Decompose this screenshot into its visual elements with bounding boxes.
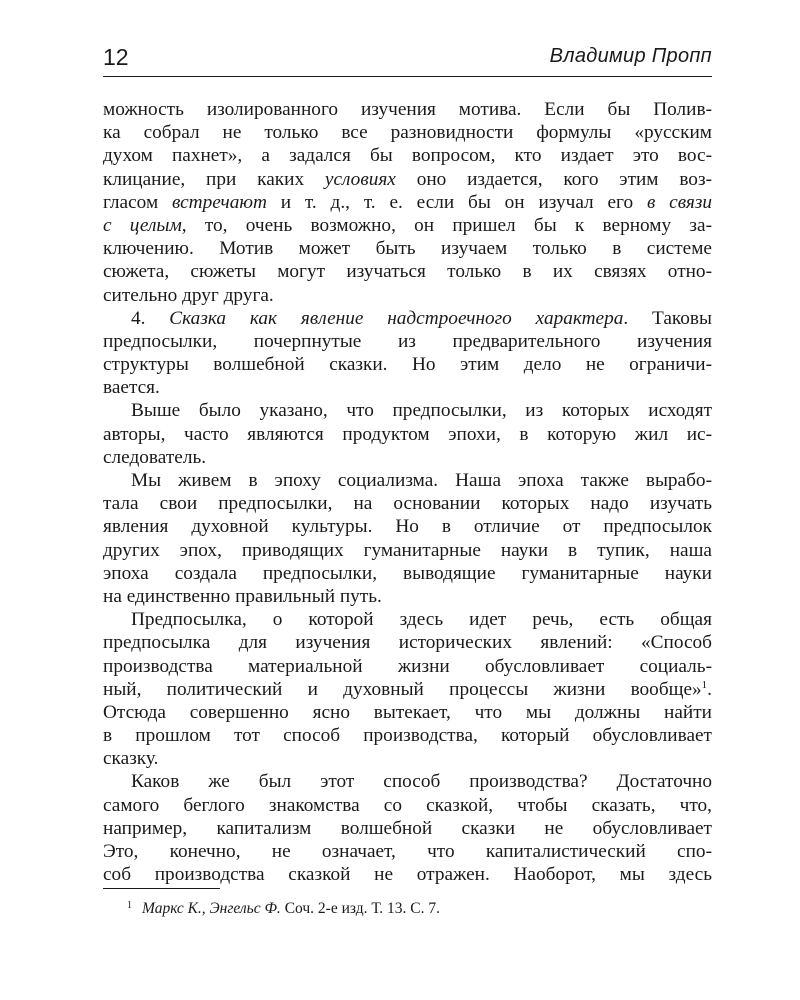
footnote-citation: Соч. 2-е изд. Т. 13. С. 7.: [280, 900, 440, 917]
text-line: предпосылки, почерпнутые из предварительного изучения: [103, 330, 712, 352]
text-line: явления духовной культуры. Но в отличие от предпосылок: [103, 516, 712, 538]
text-line: Это, конечно, не означает, что капиталистический спо-: [103, 841, 712, 862]
text-line: авторы, часто являются продуктом эпохи, в которую жил ис-: [103, 423, 712, 445]
footnote: [127, 900, 712, 918]
text-line: на единственно правильный путь.: [103, 585, 382, 607]
text-line: Каков же был этот способ производства? Достаточно: [131, 771, 712, 793]
section-title: Сказка как явление надстроечного характера: [169, 307, 624, 329]
text-line: вается.: [103, 377, 160, 399]
text-line: ный, политический и духовный процессы жизни вообще»$^1$.: [103, 678, 712, 700]
text-line: структуры волшебной сказки. Но этим дело не ограничи-: [103, 354, 712, 376]
page-header: [103, 42, 712, 77]
text-line: тала свои предпосылки, на основании которых надо изучать: [103, 493, 712, 515]
text-line: сительно друг друга.: [103, 284, 274, 306]
text-line: самого беглого знакомства со сказкой, чтобы сказать, что,: [103, 794, 712, 816]
text-line: с целым, то, очень возможно, он пришел бы к верному за-: [103, 214, 712, 236]
running-head-author: Владимир Пропп: [549, 45, 712, 67]
text-line: клицание, при каких условиях оно издается, кого этим воз-: [103, 168, 712, 190]
text-line: Предпосылка, о которой здесь идет речь, есть общая: [131, 609, 712, 631]
body-text: [103, 98, 712, 886]
text-line: ключению. Мотив может быть изучаем только в системе: [103, 238, 712, 260]
text-line: сюжета, сюжеты могут изучаться только в их связях отно-: [103, 261, 712, 283]
text-line: гласом встречают и т. д., т. е. если бы он изучал его в связи: [103, 191, 712, 213]
text-line: духом пахнет», а задался бы вопросом, кто издает это вос-: [103, 145, 712, 167]
footnote-reference: 1: [701, 678, 708, 691]
text-line: Мы живем в эпоху социализма. Наша эпоха также вырабо-: [131, 470, 712, 491]
section-heading-line: 4. Сказка как явление надстроечного характера. Таковы: [131, 307, 712, 329]
text-line: Выше было указано, что предпосылки, из которых исходят: [131, 400, 712, 422]
text-line: можность изолированного изучения мотива. Если бы Полив-: [103, 99, 712, 120]
footnote-number: 1: [127, 900, 132, 911]
text-line: ка собрал не только все разновидности формулы «русским: [103, 122, 712, 144]
page-number: 12: [103, 44, 129, 70]
text-line: предпосылка для изучения исторических явлений: «Способ: [103, 632, 712, 654]
text-line: например, капитализм волшебной сказки не обусловливает: [103, 817, 712, 839]
footnote-authors: Маркс К., Энгельс Ф.: [142, 900, 281, 917]
text-line: других эпох, приводящих гуманитарные науки в тупик, наша: [103, 539, 712, 561]
text-line: Отсюда совершенно ясно вытекает, что мы должны найти: [103, 701, 712, 723]
text-line: соб производства сказкой не отражен. Наоборот, мы здесь: [103, 864, 712, 886]
text-line: производства материальной жизни обусловливает социаль-: [103, 655, 712, 677]
text-line: сказку.: [103, 748, 159, 770]
text-line: эпоха создала предпосылки, выводящие гуманитарные науки: [103, 562, 712, 584]
text-line: следователь.: [103, 446, 207, 468]
text-line: в прошлом тот способ производства, который обусловливает: [103, 725, 712, 747]
footnote-divider: [103, 888, 220, 889]
